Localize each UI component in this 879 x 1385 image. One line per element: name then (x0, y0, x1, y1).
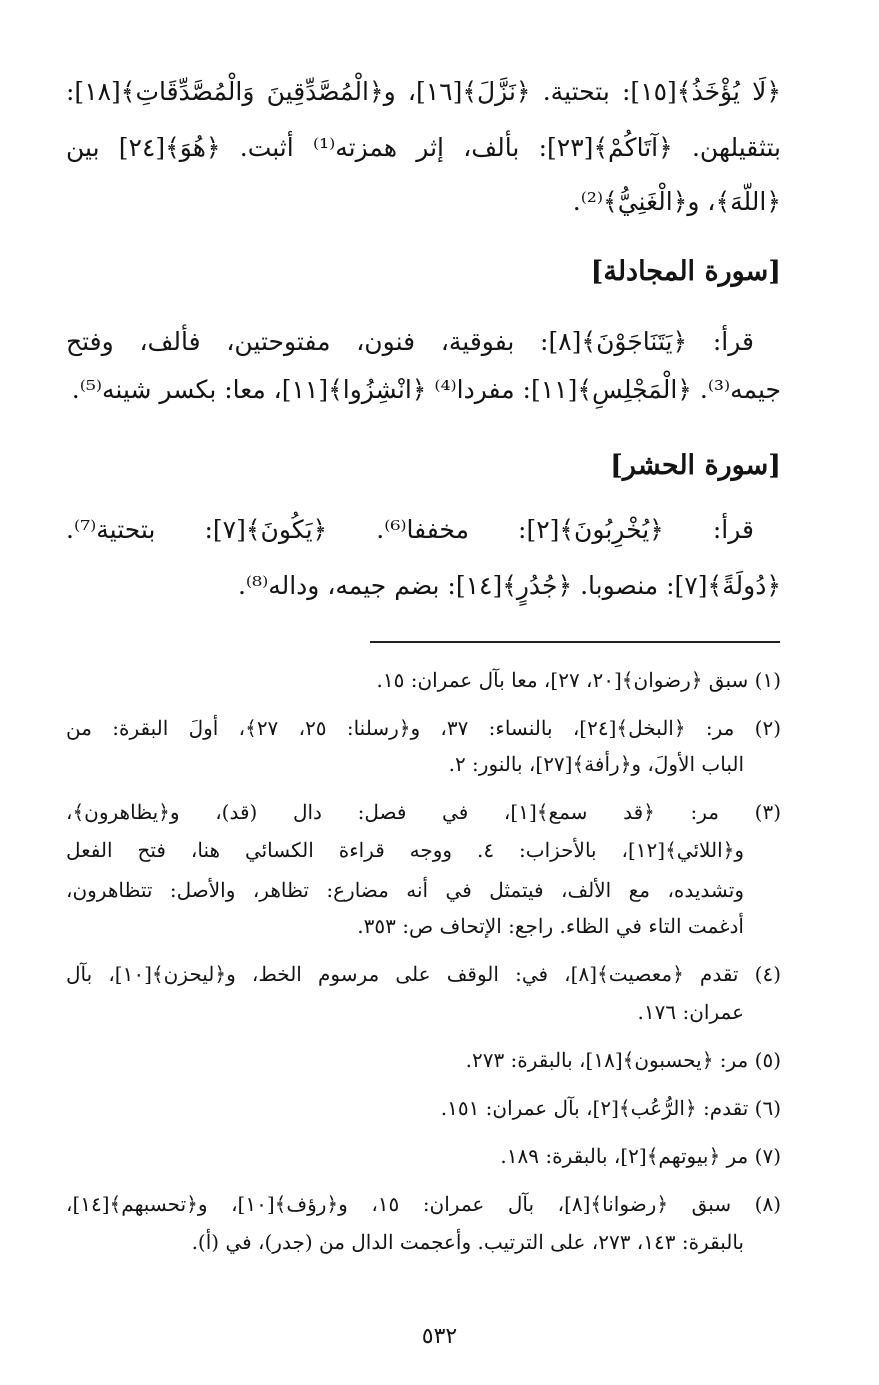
footnote-3-cont: و﴿اللائي﴾[١٢]، بالأحزاب: ٤. ووجه قراءة الكسائي هنا، فتح الفعل (66, 838, 744, 862)
footnote-4-cont: عمران: ١٧٦. (637, 1000, 744, 1024)
footnote-3: (٣) مر: ﴿قد سمع﴾[١]، في فصل: دال (قد)، و﴿يظاهرون﴾، (66, 800, 781, 824)
footnote-separator (370, 641, 780, 643)
footnote-5: (٥) مر: ﴿يحسبون﴾[١٨]، بالبقرة: ٢٧٣. (465, 1048, 781, 1072)
footnote-1: (١) سبق ﴿رضوان﴾[٢٠، ٢٧]، معا بآل عمران: ١٥. (376, 668, 781, 692)
body-line: ﴿اللَّهَ﴾، و﴿الْغَنِيُّ﴾⁽²⁾. (572, 187, 781, 216)
section-heading-hashr: [سورة الحشر] (610, 450, 781, 481)
body-line: بتثقيلهن. ﴿آتَاكُمْ﴾[٢٣]: بألف، إثر همزته⁽¹⁾ أثبت. ﴿هُوَ﴾[٢٤] بين (66, 133, 781, 162)
footnote-4: (٤) تقدم ﴿معصيت﴾[٨]، في: الوقف على مرسوم الخط، و﴿ليحزن﴾[١٠]، بآل (66, 962, 781, 986)
page-number: ٥٣٢ (421, 1324, 458, 1349)
footnote-2: (٢) مر: ﴿البخل﴾[٢٤]، بالنساء: ٣٧، و﴿رسلنا: ٢٥، ٢٧﴾، أولَ البقرة: من (66, 716, 781, 740)
footnote-3-cont: وتشديده، مع الألف، فيتمثل في أنه مضارع: تظاهر، والأصل: تتظاهرون، (66, 878, 744, 902)
section-line: جيمه⁽³⁾. ﴿الْمَجْلِسِ﴾[١١]: مفردا⁽⁴⁾ ﴿انْشِزُوا﴾[١١]، معا: بكسر شينه⁽⁵⁾. (71, 375, 781, 404)
section-heading-mujadila: [سورة المجادلة] (590, 256, 781, 287)
section-line: ﴿دُولَةً﴾[٧]: منصوبا. ﴿جُدُرٍ﴾[١٤]: بضم جيمه، وداله⁽⁸⁾. (237, 571, 781, 600)
footnote-8-cont: بالبقرة: ١٤٣، ٢٧٣، على الترتيب. وأعجمت الدال من (جدر)، في (أ). (191, 1230, 744, 1254)
footnote-3-cont: أدغمت التاء في الظاء. راجع: الإتحاف ص: ٣٥٣. (357, 914, 744, 938)
footnote-2-cont: الباب الأولَ، و﴿رأفة﴾[٢٧]، بالنور: ٢. (448, 752, 744, 776)
section-line: قرأ: ﴿يُخْرِبُونَ﴾[٢]: مخففا⁽⁶⁾. ﴿يَكُونَ﴾[٧]: بتحتية⁽⁷⁾. (66, 515, 754, 544)
body-line: ﴿لَا يُؤْخَذُ﴾[١٥]: بتحتية. ﴿نَزَّلَ﴾[١٦]، و﴿الْمُصَّدِّقِينَ وَالْمُصَّدِّقَاتِ﴾[١٨]: (66, 77, 781, 106)
section-line: قرأ: ﴿يَتَنَاجَوْنَ﴾[٨]: بفوقية، فنون، مفتوحتين، فألف، وفتح (66, 327, 754, 356)
footnote-7: (٧) مر ﴿بيوتهم﴾[٢]، بالبقرة: ١٨٩. (500, 1144, 781, 1168)
footnote-6: (٦) تقدم: ﴿الرُّعُب﴾[٢]، بآل عمران: ١٥١. (440, 1096, 781, 1120)
footnote-8: (٨) سبق ﴿رضوانا﴾[٨]، بآل عمران: ١٥، و﴿رؤف﴾[١٠]، و﴿تحسبهم﴾[١٤]، (66, 1192, 781, 1216)
